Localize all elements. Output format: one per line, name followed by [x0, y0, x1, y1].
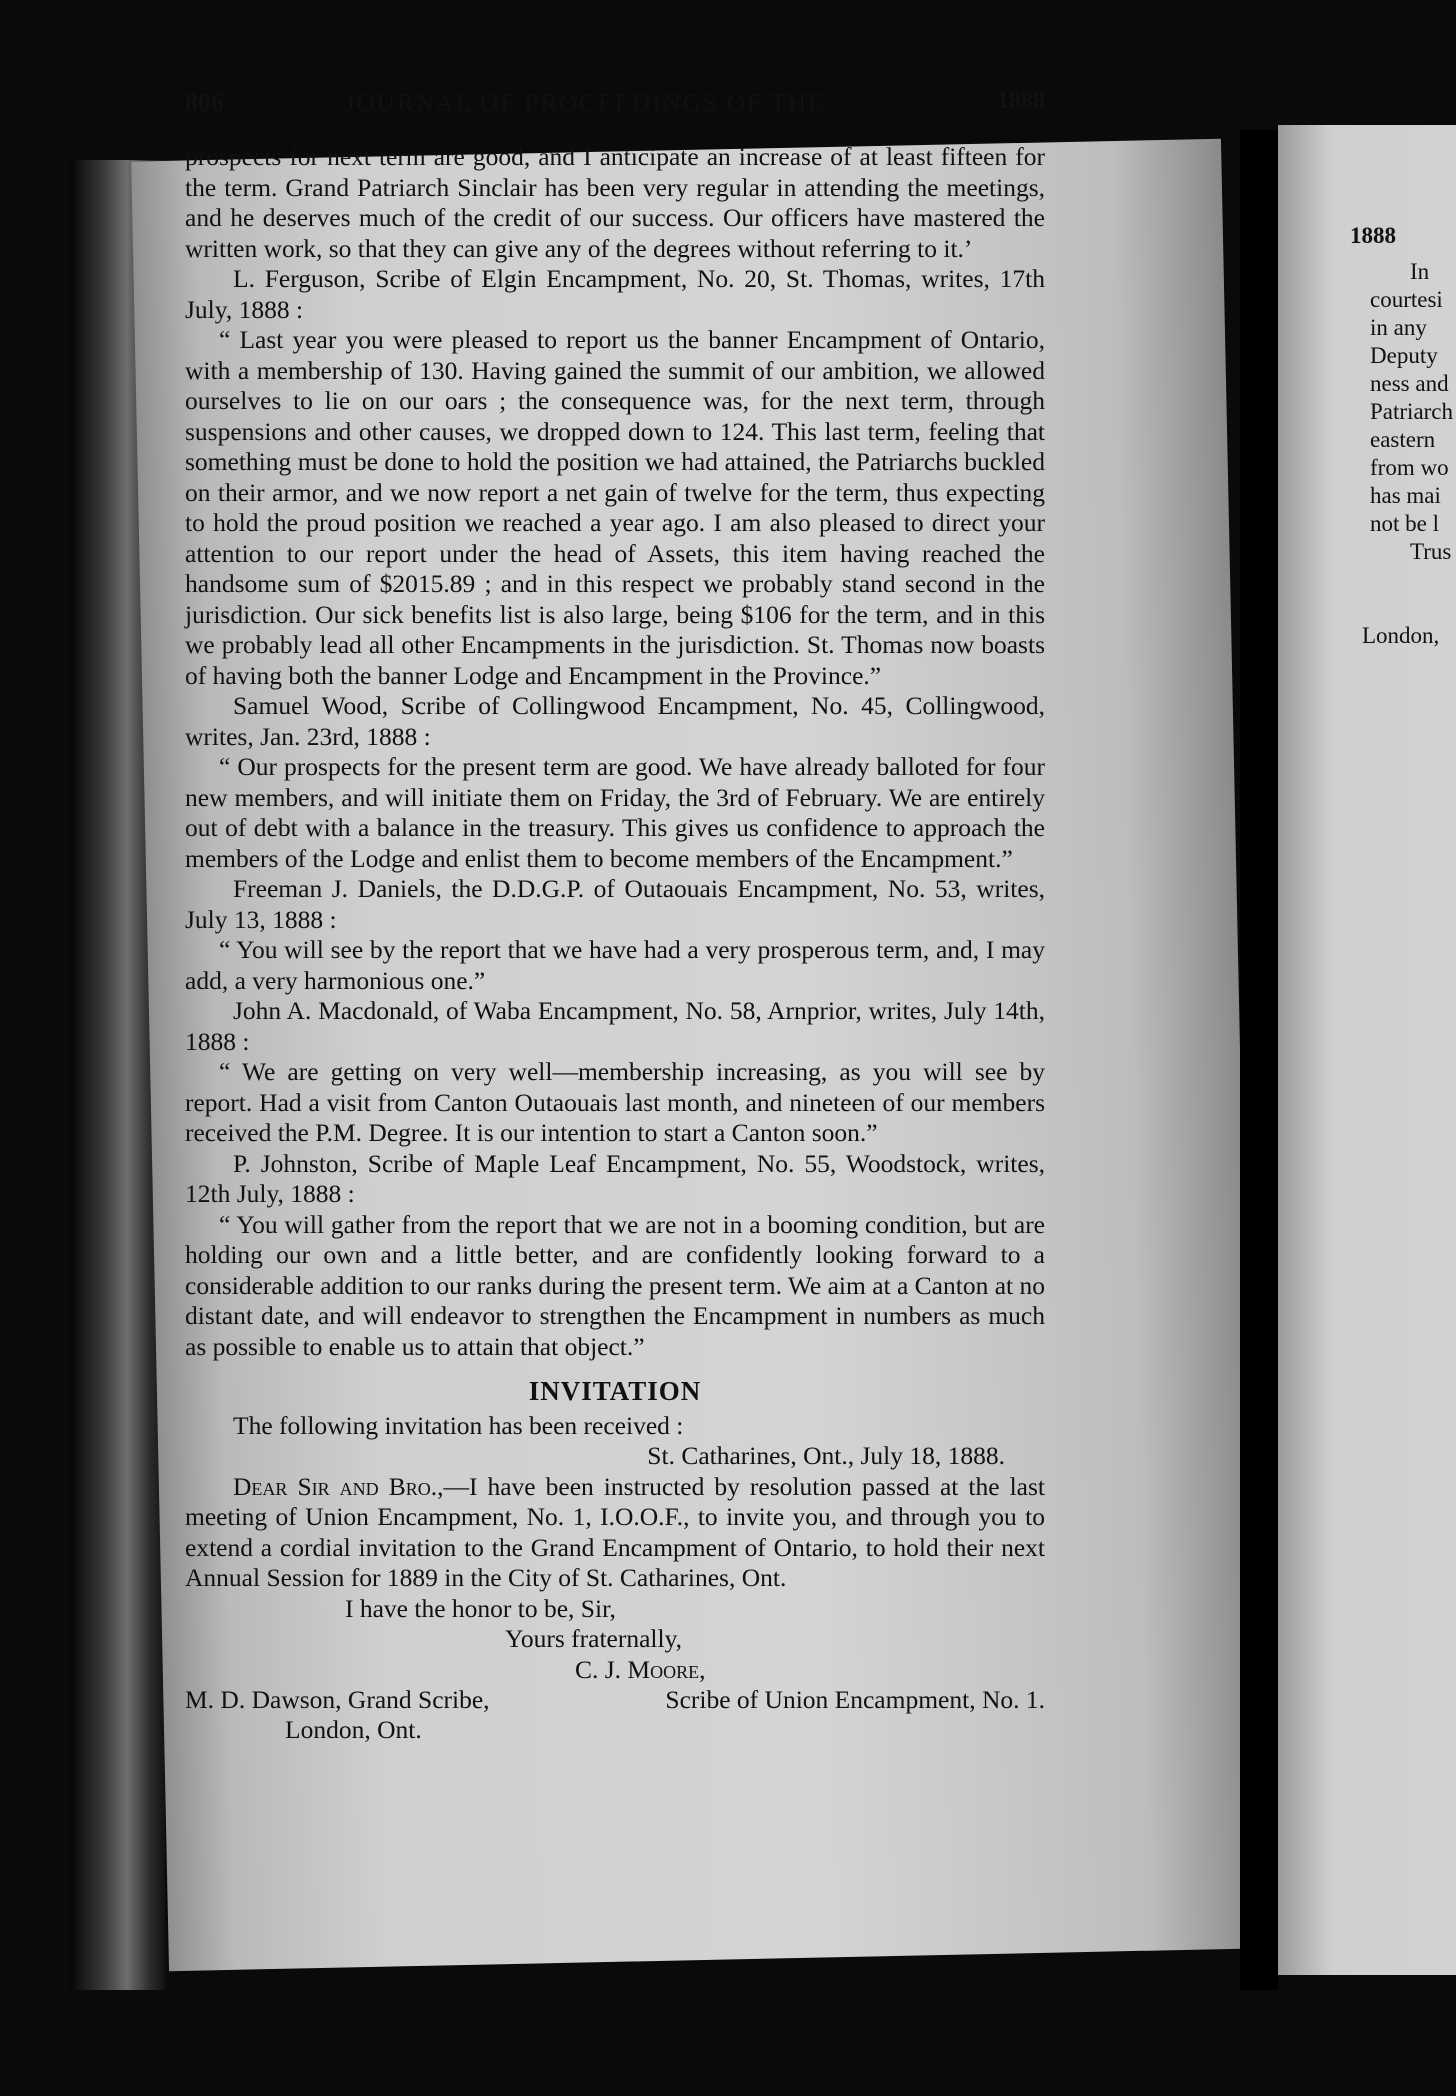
letter-closing-2: Yours fraternally,: [505, 1624, 683, 1653]
facing-line: Patriarch: [1370, 399, 1454, 424]
addressee-city: London, Ont.: [285, 1715, 422, 1744]
facing-line: [1370, 594, 1453, 622]
running-title: JOURNAL OF PROCEEDINGS OF THE: [345, 90, 826, 117]
facing-line: Deputy: [1370, 343, 1438, 368]
letter-date: St. Catharines, Ont., July 18, 1888.: [647, 1441, 1005, 1470]
quotation: “ You will see by the report that we have had a very prosperous term, and, I may add, a very harmonious one.”: [185, 935, 1045, 995]
addressee: M. D. Dawson, Grand Scribe,: [185, 1685, 490, 1714]
facing-line: not be l: [1370, 511, 1439, 536]
invitation-intro: The following invitation has been received :: [233, 1410, 684, 1440]
book-gutter: [1240, 130, 1278, 1990]
letter-signer: C. J. Moore,: [575, 1654, 706, 1684]
paragraph: P. Johnston, Scribe of Maple Leaf Encampment, No. 55, Woodstock, writes, 12th July, 1888 :: [185, 1148, 1045, 1208]
facing-line: eastern: [1370, 427, 1436, 452]
paragraph: Freeman J. Daniels, the D.D.G.P. of Outaouais Encampment, No. 53, writes, July 13, 1888 :: [185, 874, 1045, 934]
signer-title: Scribe of Union Encampment, No. 1.: [665, 1685, 1045, 1714]
facing-line: In: [1410, 259, 1430, 284]
letter-salutation: Dear Sir and Bro.,: [233, 1471, 444, 1501]
letter-closing: I have the honor to be, Sir,: [345, 1593, 616, 1623]
page-header: [185, 88, 1045, 128]
facing-line: from wo: [1370, 455, 1449, 480]
letter-body: [185, 1472, 1045, 1594]
facing-line: has mai: [1370, 483, 1441, 508]
page-body: [185, 142, 1045, 1743]
facing-year: 1888: [1350, 223, 1396, 248]
quotation: “ We are getting on very well—membership increasing, as you will see by report. Had a visit from Canton Outaouais last month, and nineteen of our members received the P.M. Degree. It is our intention to start a Canton soon.”: [185, 1057, 1045, 1147]
section-heading: INVITATION: [528, 1376, 702, 1406]
paragraph: prospects for next term are good, and I anticipate an increase of at least fifteen for the term. Grand Patriarch Sinclair has been very regular in attending the meetings, and he deserves much of the credit of our success. Our officers have mastered the written work, so that they can give any of the degrees without referring to it.’: [185, 142, 1045, 263]
facing-line: in any: [1370, 315, 1427, 340]
quotation: “ Last year you were pleased to report us the banner Encampment of Ontario, with a membership of 130. Having gained the summit of our ambition, we allowed ourselves to lie on our oars ; the consequence was, for the next term, through suspensions and other causes, we dropped down to 124. This last term, feeling that something must be done to hold the position we had attained, the Patriarchs buckled on their armor, and we now report a net gain of twelve for the term, thus expecting to hold the proud position we reached a year ago. I am also pleased to direct your attention to our report under the head of Assets, this item having reached the handsome sum of $2015.89 ; and in this respect we probably stand second in the jurisdiction. Our sick benefits list is also large, being $106 for the term, and in this we probably lead all other Encampments in the jurisdiction. St. Thomas now boasts of having both the banner Lodge and Encampment in the Province.”: [185, 325, 1045, 690]
page-number: 806: [185, 88, 224, 117]
facing-page-text: [1350, 222, 1454, 650]
paragraph: L. Ferguson, Scribe of Elgin Encampment, No. 20, St. Thomas, writes, 17th July, 1888 :: [185, 264, 1045, 324]
facing-line: ness and: [1370, 371, 1449, 396]
paragraph: Samuel Wood, Scribe of Collingwood Encampment, No. 45, Collingwood, writes, Jan. 23rd, 1888 :: [185, 691, 1045, 751]
facing-line: Trus: [1410, 539, 1452, 564]
letter-text: —I have been instructed by resolution passed at the last meeting of Union Encampment, No. 1, I.O.O.F., to invite you, and through you to extend a cordial invitation to the Grand Encampment of Ontario, to hold their next Annual Session for 1889 in the City of St. Catharines, Ont.: [185, 1471, 1045, 1592]
facing-line: London,: [1362, 623, 1440, 648]
facing-line: courtesi: [1370, 287, 1443, 312]
quotation: “ You will gather from the report that we are not in a booming condition, but are holding our own and a little better, and are confidently looking forward to a considerable addition to our ranks during the present term. We aim at a Canton at no distant date, and will endeavor to strengthen the Encampment in numbers as much as possible to enable us to attain that object.”: [185, 1209, 1045, 1361]
quotation: “ Our prospects for the present term are good. We have already balloted for four new members, and will initiate them on Friday, the 3rd of February. We are entirely out of debt with a balance in the treasury. This gives us confidence to approach the members of the Lodge and enlist them to become members of the Encampment.”: [185, 752, 1045, 873]
header-year: 1888: [997, 88, 1045, 114]
paragraph: John A. Macdonald, of Waba Encampment, No. 58, Arnprior, writes, July 14th, 1888 :: [185, 996, 1045, 1056]
facing-line: [1370, 566, 1453, 594]
signature-row: [185, 1685, 1045, 1743]
